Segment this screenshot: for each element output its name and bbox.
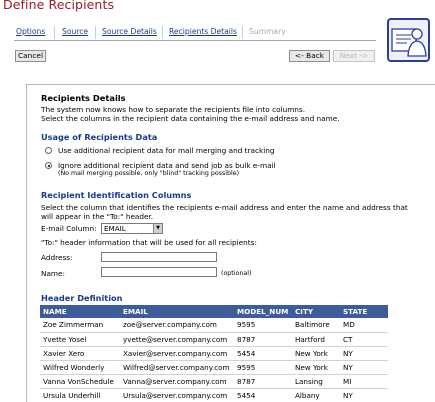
next-button: Next -> <box>333 50 375 62</box>
email-column-value: EMAIL <box>104 224 126 233</box>
table-cell: 5454 <box>234 346 292 360</box>
column-header: EMAIL <box>120 305 234 318</box>
table-cell: MD <box>340 318 388 332</box>
table-cell: Wilfred@server.company.com <box>120 360 234 374</box>
tab-recipients-details[interactable]: Recipients Details <box>169 27 237 36</box>
optional-hint: (optional) <box>221 270 252 277</box>
table-cell: Baltimore <box>292 318 340 332</box>
tab-separator <box>242 26 243 39</box>
back-button[interactable]: <- Back <box>289 50 330 62</box>
table-cell: Yvette Yosel <box>40 332 120 346</box>
table-row <box>40 388 388 402</box>
ignore-data-label: Ignore additional recipient data and send job as bulk e-mail <box>58 161 276 170</box>
table-cell: Vanna VonSchedule <box>40 374 120 388</box>
address-input[interactable] <box>101 252 217 262</box>
to-header-text: "To:" header information that will be used for all recipients: <box>41 238 257 247</box>
table-cell: 9595 <box>234 360 292 374</box>
table-row <box>40 360 388 374</box>
table-cell: NY <box>340 360 388 374</box>
table-cell: MI <box>340 374 388 388</box>
wizard-tabs <box>14 26 376 41</box>
table-cell: New York <box>292 346 340 360</box>
table-cell: Ursula Underhill <box>40 388 120 402</box>
intro-text: Select the columns in the recipient data containing the e-mail address and name. <box>41 114 340 123</box>
table-row <box>40 374 388 388</box>
wizard-person-document-icon <box>387 18 430 62</box>
column-header: MODEL_NUM <box>234 305 292 318</box>
column-header: NAME <box>40 305 120 318</box>
table-row <box>40 318 388 332</box>
email-column-label: E-mail Column: <box>41 224 97 233</box>
table-cell: 8787 <box>234 332 292 346</box>
table-cell: Albany <box>292 388 340 402</box>
ignore-data-note: (No mail merging possible, only "blind" tracking possible) <box>58 170 240 177</box>
tab-options[interactable]: Options <box>16 27 46 36</box>
table-cell: Zoe Zimmerman <box>40 318 120 332</box>
tab-separator <box>162 26 163 39</box>
table-row <box>40 332 388 346</box>
table-cell: Vanna@server.company.com <box>120 374 234 388</box>
column-header: CITY <box>292 305 340 318</box>
identification-heading: Recipient Identification Columns <box>41 190 192 200</box>
ignore-data-radio[interactable] <box>45 162 52 169</box>
tab-source[interactable]: Source <box>62 27 89 36</box>
usage-heading: Usage of Recipients Data <box>41 132 158 142</box>
tab-separator <box>54 26 55 39</box>
table-cell: Lansing <box>292 374 340 388</box>
use-data-label: Use additional recipient data for mail merging and tracking <box>58 146 275 155</box>
table-cell: 9595 <box>234 318 292 332</box>
name-label: Name: <box>41 269 65 278</box>
header-definition-heading: Header Definition <box>41 293 123 303</box>
table-cell: CT <box>340 332 388 346</box>
chevron-down-icon[interactable]: ▼ <box>153 224 162 233</box>
email-column-select[interactable] <box>101 223 163 234</box>
table-cell: Ursula@server.company.com <box>120 388 234 402</box>
recipients-details-panel <box>26 84 435 402</box>
table-cell: Xavier@server.company.com <box>120 346 234 360</box>
use-data-radio[interactable] <box>45 147 52 154</box>
intro-text: The system now knows how to separate the recipients file into columns. <box>41 105 306 114</box>
table-cell: 8787 <box>234 374 292 388</box>
table-cell: yvette@server.company.com <box>120 332 234 346</box>
page-title: Define Recipients <box>3 0 115 12</box>
table-cell: NY <box>340 388 388 402</box>
tab-source-details[interactable]: Source Details <box>102 27 157 36</box>
cancel-button[interactable]: Cancel <box>15 50 46 62</box>
column-header: STATE <box>340 305 388 318</box>
table-cell: New York <box>292 360 340 374</box>
table-cell: 5454 <box>234 388 292 402</box>
table-cell: NY <box>340 346 388 360</box>
table-cell: zoe@server.company.com <box>120 318 234 332</box>
table-cell: Wilfred Wonderly <box>40 360 120 374</box>
table-cell: Hartford <box>292 332 340 346</box>
identification-desc: will appear in the "To:" header. <box>41 212 154 221</box>
tab-summary: Summary <box>249 27 286 36</box>
tab-separator <box>95 26 96 39</box>
identification-desc: Select the column that identifies the recipients e-mail address and enter the name and address that <box>41 203 408 212</box>
panel-title: Recipients Details <box>41 93 126 103</box>
address-label: Address: <box>41 253 73 262</box>
table-row <box>40 346 388 360</box>
name-input[interactable] <box>101 267 217 277</box>
table-header-row <box>40 305 388 318</box>
header-definition-table <box>40 305 388 402</box>
table-cell: Xavier Xero <box>40 346 120 360</box>
